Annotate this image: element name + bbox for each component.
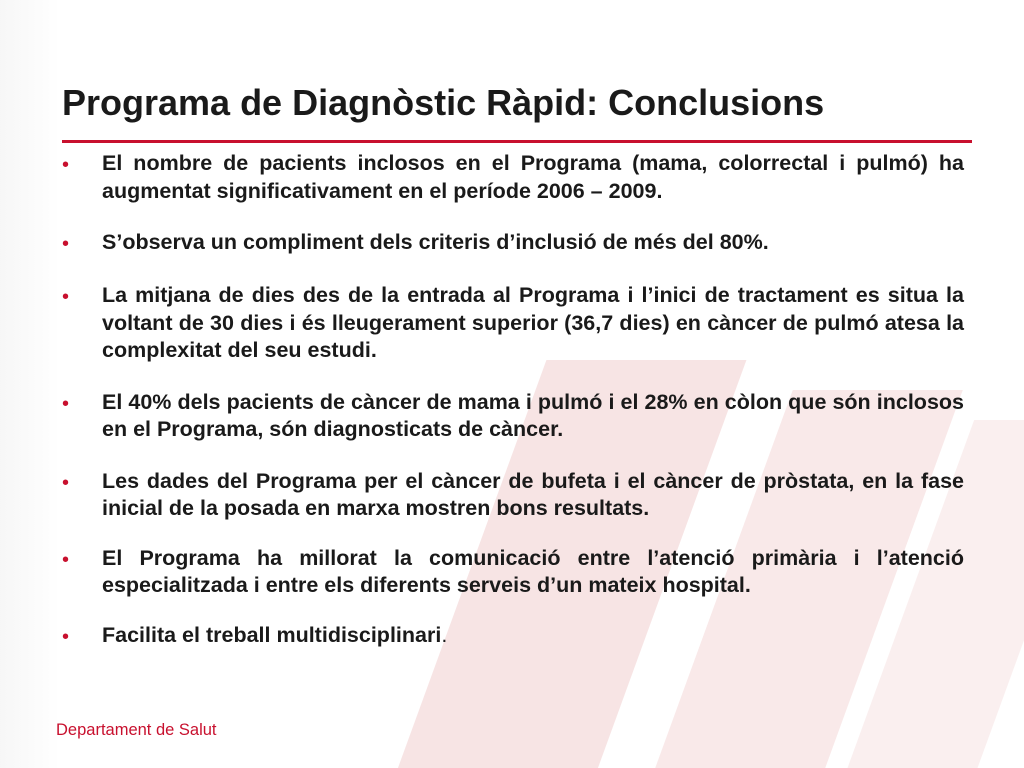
bullet-marker: • (62, 286, 70, 308)
bullet-item (62, 389, 964, 444)
bullet-text-container (102, 622, 964, 650)
bullet-text: La mitjana de dies des de la entrada al Programa i l’inici de tractament es situa la voltant de 30 dies i és lleugerament superior (36,7 dies) en càncer de pulmó atesa la complexitat del seu estudi. (102, 283, 964, 362)
bullet-item (62, 545, 964, 600)
bullet-text: Les dades del Programa per el càncer de bufeta i el càncer de pròstata, en la fase inicial de la posada en marxa mostren bons resultats. (102, 468, 964, 520)
bullet-item (62, 229, 964, 258)
bullet-text: S’observa un compliment dels criteris d’inclusió de més del 80%. (102, 230, 769, 254)
watermark-left-strip (0, 0, 60, 768)
bullet-item (62, 468, 964, 523)
bullet-marker: • (62, 471, 70, 494)
bullet-marker: • (62, 625, 70, 648)
bullet-marker: • (62, 392, 70, 415)
bullet-marker: • (62, 154, 70, 176)
footer-department: Departament de Salut (56, 721, 217, 739)
bullet-period: . (441, 622, 448, 647)
bullet-item (62, 150, 964, 205)
title-underline (62, 140, 972, 143)
bullet-text: El 40% dels pacients de càncer de mama i pulmó i el 28% en còlon que són inclosos en el Programa, són diagnosticats de càncer. (102, 389, 964, 441)
bullet-text: El Programa ha millorat la comunicació entre l’atenció primària i l’atenció especialitzada i entre els diferents serveis d’un mateix hospital. (102, 545, 964, 597)
bullet-text: Facilita el treball multidisciplinari (102, 622, 442, 647)
bullet-marker: • (62, 548, 70, 571)
bullet-item (62, 622, 964, 651)
bullet-marker: • (62, 233, 70, 255)
bullet-text: El nombre de pacients inclosos en el Programa (mama, colorrectal i pulmó) ha augmentat significativament en el període 2006 – 2009. (102, 151, 964, 203)
bullet-item (62, 282, 964, 365)
slide-title: Programa de Diagnòstic Ràpid: Conclusions (62, 82, 825, 123)
bullet-list (62, 146, 964, 651)
